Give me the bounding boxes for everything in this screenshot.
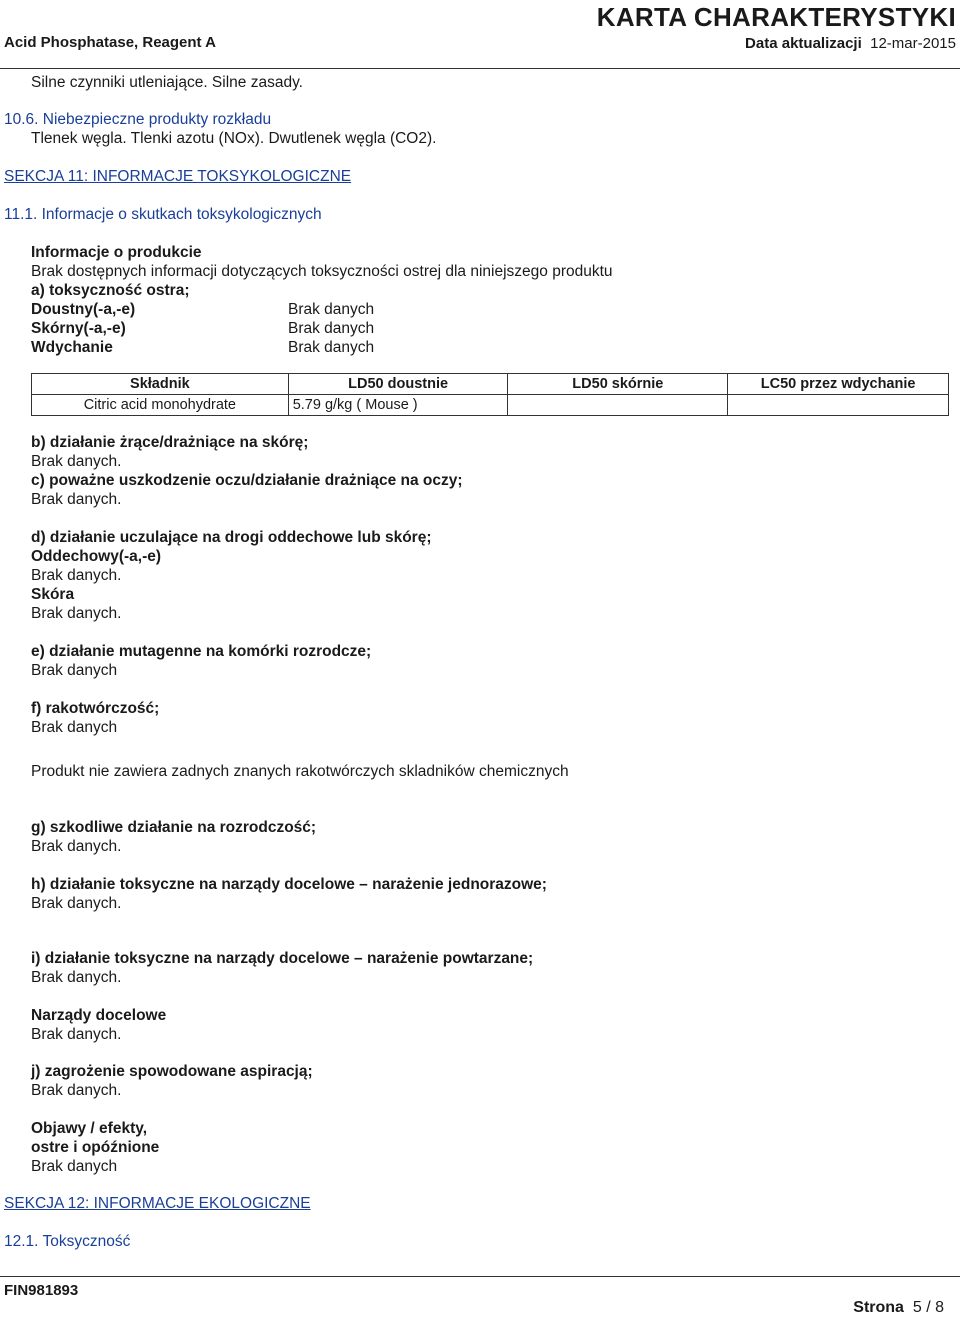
table-cell-lc50-inhalation (728, 395, 949, 416)
sensitization-label: d) działanie uczulające na drogi oddechowe lub skórę; (31, 529, 432, 546)
heading-12-1: 12.1. Toksyczność (4, 1233, 131, 1250)
heading-11-1: 11.1. Informacje o skutkach toksykologicznych (4, 206, 322, 223)
target-organs-label: Narządy docelowe (31, 1007, 167, 1024)
table-header-cell: LD50 doustnie (288, 374, 508, 395)
symptoms-label-line1: Objawy / efekty, (31, 1120, 148, 1137)
route-inhalation-label: Wdychanie (31, 339, 113, 356)
acute-toxicity-label: a) toksyczność ostra; (31, 282, 190, 299)
skin-corrosion-value: Brak danych. (31, 453, 122, 470)
stot-repeated-label: i) działanie toksyczne na narządy docelowe – narażenie powtarzane; (31, 950, 534, 967)
incompatible-materials-text: Silne czynniki utleniające. Silne zasady. (31, 74, 303, 91)
target-organs-value: Brak danych. (31, 1026, 122, 1043)
carcinogenicity-value: Brak danych (31, 719, 118, 736)
reproductive-toxicity-value: Brak danych. (31, 838, 122, 855)
page-number: Strona 5 / 8 (853, 1299, 944, 1316)
product-info-label: Informacje o produkcie (31, 244, 202, 261)
stot-single-label: h) działanie toksyczne na narządy docelowe – narażenie jednorazowe; (31, 876, 547, 893)
carcinogenicity-label: f) rakotwórczość; (31, 700, 160, 717)
table-header-cell: LD50 skórnie (508, 374, 728, 395)
revision-date: 12-mar-2015 (870, 35, 956, 52)
route-dermal-label: Skórny(-a,-e) (31, 320, 126, 337)
mutagenicity-value: Brak danych (31, 662, 118, 679)
page-label: Strona (853, 1299, 904, 1316)
table-cell-component: Citric acid monohydrate (32, 395, 289, 416)
page-total: 8 (935, 1299, 944, 1316)
route-inhalation-value: Brak danych (288, 339, 375, 356)
symptoms-label-line2: ostre i opóźnione (31, 1139, 160, 1156)
footer-divider (0, 1276, 960, 1277)
aspiration-label: j) zagrożenie spowodowane aspiracją; (31, 1063, 313, 1080)
revision-label: Data aktualizacji (745, 35, 862, 52)
respiratory-value: Brak danych. (31, 567, 122, 584)
symptoms-value: Brak danych (31, 1158, 118, 1175)
section-12-title: SEKCJA 12: INFORMACJE EKOLOGICZNE (4, 1195, 311, 1212)
header-divider (0, 68, 960, 69)
mutagenicity-label: e) działanie mutagenne na komórki rozrodcze; (31, 643, 372, 660)
table-cell-ld50-oral: 5.79 g/kg ( Mouse ) (288, 395, 508, 416)
acute-toxicity-table (31, 373, 949, 416)
aspiration-value: Brak danych. (31, 1082, 122, 1099)
skin-label: Skóra (31, 586, 75, 603)
skin-value: Brak danych. (31, 605, 122, 622)
document-title: KARTA CHARAKTERYSTYKI (596, 2, 956, 32)
stot-repeated-value: Brak danych. (31, 969, 122, 986)
respiratory-label: Oddechowy(-a,-e) (31, 548, 162, 565)
eye-damage-label: c) poważne uszkodzenie oczu/działanie drażniące na oczy; (31, 472, 463, 489)
table-header-cell: Składnik (32, 374, 289, 395)
table-header-cell: LC50 przez wdychanie (728, 374, 949, 395)
table-header-row (32, 374, 949, 395)
route-dermal-value: Brak danych (288, 320, 375, 337)
page-current: 5 (912, 1299, 922, 1316)
skin-corrosion-label: b) działanie żrące/drażniące na skórę; (31, 434, 309, 451)
route-oral-value: Brak danych (288, 301, 375, 318)
section-11-title: SEKCJA 11: INFORMACJE TOKSYKOLOGICZNE (4, 168, 352, 185)
revision-date-block (745, 35, 956, 53)
product-name: Acid Phosphatase, Reagent A (4, 34, 216, 51)
carcinogenicity-note: Produkt nie zawiera zadnych znanych rakotwórczych skladników chemicznych (31, 763, 569, 780)
table-row (32, 395, 949, 416)
eye-damage-value: Brak danych. (31, 491, 122, 508)
product-info-text: Brak dostępnych informacji dotyczących toksyczności ostrej dla niniejszego produktu (31, 263, 613, 280)
table-cell-ld50-dermal (508, 395, 728, 416)
decomposition-products-text: Tlenek węgla. Tlenki azotu (NOx). Dwutlenek węgla (CO2). (31, 130, 437, 147)
reproductive-toxicity-label: g) szkodliwe działanie na rozrodczość; (31, 819, 317, 836)
stot-single-value: Brak danych. (31, 895, 122, 912)
heading-10-6: 10.6. Niebezpieczne produkty rozkładu (4, 111, 272, 128)
document-code: FIN981893 (4, 1282, 79, 1299)
route-oral-label: Doustny(-a,-e) (31, 301, 136, 318)
